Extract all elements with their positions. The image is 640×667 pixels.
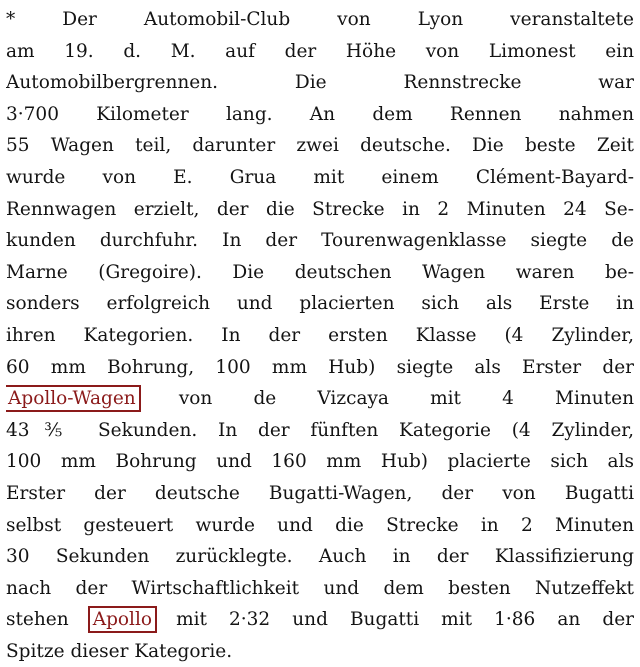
text-line-13	[6, 383, 634, 415]
text-line-21: Spitze dieser Kategorie.	[6, 640, 233, 662]
article-text	[6, 4, 634, 667]
text-line-4: 3·700 Kilometer lang. An dem Rennen nahmen	[6, 103, 634, 125]
text-line-7: Rennwagen erzielt, der die Strecke in 2 Minuten 24 Se-	[6, 198, 634, 220]
text-line-9: Marne (Gregoire). Die deutschen Wagen waren be-	[6, 261, 634, 283]
highlight-apollo: Apollo	[92, 609, 153, 631]
text-line-11: ihren Kategorien. In der ersten Klasse (4 Zylinder,	[6, 324, 634, 346]
text-line-5: 55 Wagen teil, darunter zwei deutsche. Die beste Zeit	[6, 135, 634, 157]
text-line-12: 60 mm Bohrung, 100 mm Hub) siegte als Erster der	[6, 356, 634, 378]
text-line-20-start: stehen	[6, 609, 91, 631]
text-line-2: am 19. d. M. auf der Höhe von Limonest ein	[6, 40, 634, 62]
text-line-19: nach der Wirtschaftlichkeit und dem besten Nutzeffekt	[6, 577, 634, 599]
text-line-18: 30 Sekunden zurücklegte. Auch in der Klassifizierung	[6, 546, 634, 568]
text-line-13-rest: von de Vizcaya mit 4 Minuten	[137, 388, 634, 410]
text-line-14: 43⅗ Sekunden. In der fünften Kategorie (4 Zylinder,	[6, 419, 634, 441]
text-line-1: * Der Automobil-Club von Lyon veranstaltete	[6, 9, 634, 30]
highlight-apollo-wagen: Apollo-Wagen	[8, 388, 136, 410]
text-line-10: sonders erfolgreich und placierten sich als Erste in	[6, 293, 634, 315]
text-line-15: 100 mm Bohrung und 160 mm Hub) placierte sich als	[6, 451, 634, 473]
text-line-3: Automobilbergrennen. Die Rennstrecke war	[6, 72, 634, 94]
text-line-20	[6, 604, 634, 636]
text-line-16: Erster der deutsche Bugatti-Wagen, der von Bugatti	[6, 482, 634, 504]
text-line-20-rest: mit 2·32 und Bugatti mit 1·86 an der	[154, 609, 634, 631]
text-line-17: selbst gesteuert wurde und die Strecke in 2 Minuten	[6, 514, 634, 536]
text-line-8: kunden durchfuhr. In der Tourenwagenklasse siegte de	[6, 230, 634, 252]
text-line-6: wurde von E. Grua mit einem Clément-Bayard-	[6, 166, 634, 188]
